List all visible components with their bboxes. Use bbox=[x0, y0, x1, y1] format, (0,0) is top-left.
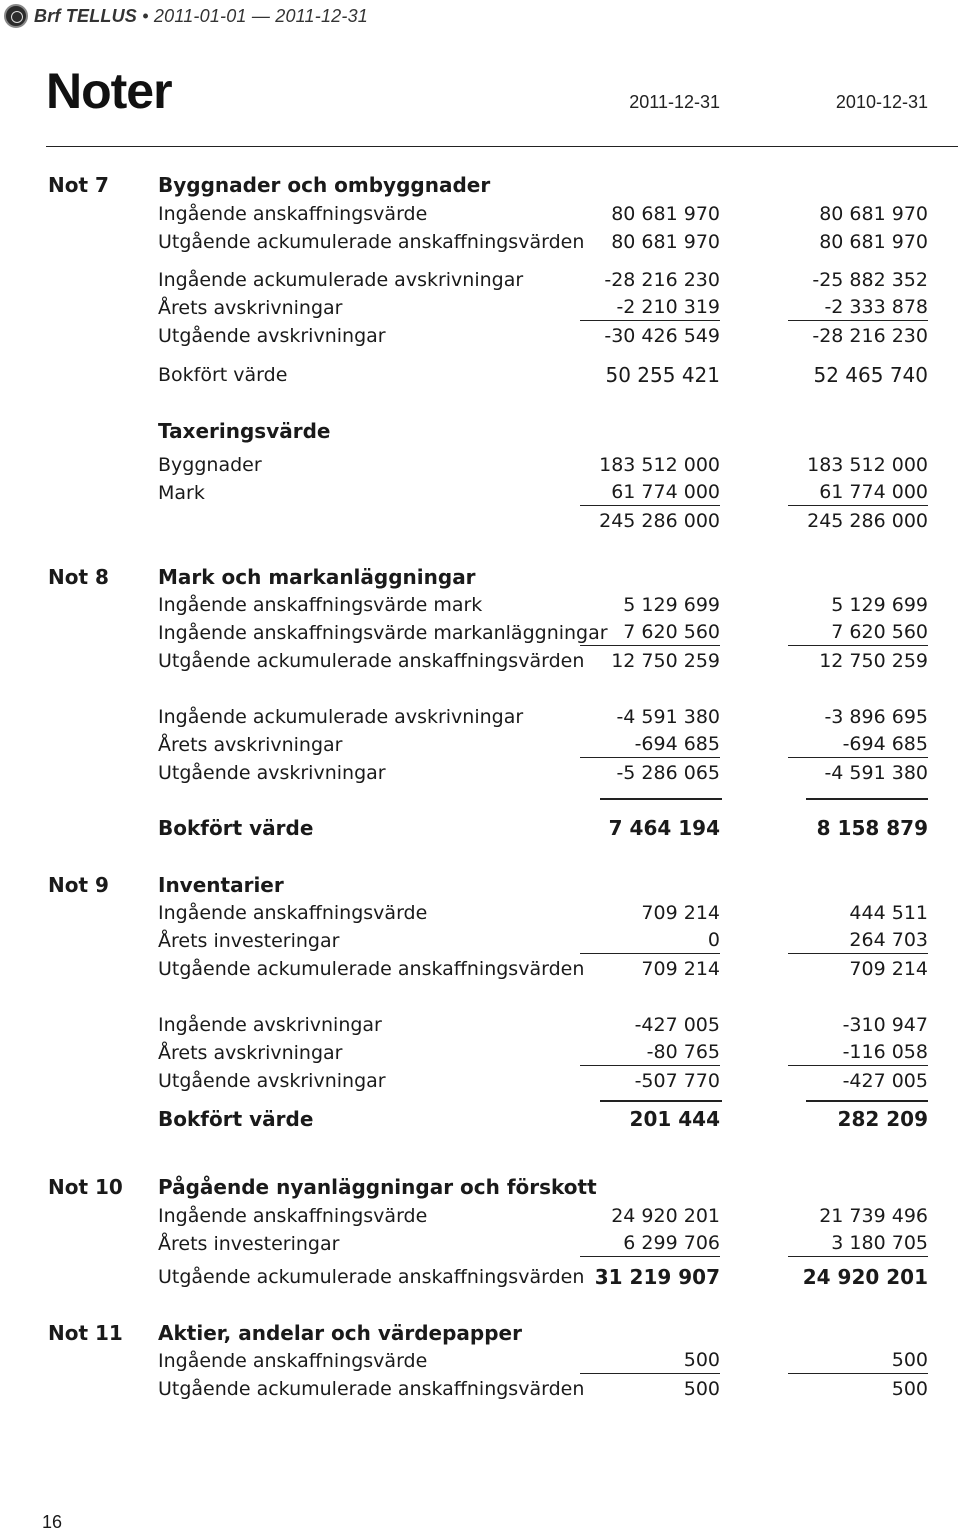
note-7-heading bbox=[0, 172, 960, 198]
note-11-heading bbox=[0, 1320, 960, 1346]
table-row: Ingående anskaffningsvärde 500 500 bbox=[158, 1349, 928, 1372]
table-row: Årets avskrivningar -694 685 -694 685 bbox=[158, 733, 928, 756]
note-label: Not 8 bbox=[48, 565, 109, 589]
table-row: Mark 61 774 000 61 774 000 bbox=[158, 481, 928, 504]
note-label: Not 9 bbox=[48, 873, 109, 897]
table-row: Utgående ackumulerade anskaffningsvärden 12 750 259 12 750 259 bbox=[158, 650, 928, 672]
column-header-2010: 2010-12-31 bbox=[835, 92, 928, 112]
table-row: Årets avskrivningar -80 765 -116 058 bbox=[158, 1041, 928, 1064]
table-row-total: Bokfört värde 201 444 282 209 bbox=[158, 1107, 928, 1131]
note-9-heading bbox=[0, 872, 960, 898]
header-org: Brf TELLUS bbox=[34, 5, 137, 26]
note-label: Not 7 bbox=[48, 173, 109, 197]
page-number: 16 bbox=[42, 1512, 63, 1532]
table-row: Utgående avskrivningar -507 770 -427 005 bbox=[158, 1070, 928, 1092]
table-row: Ingående anskaffningsvärde mark 5 129 699 5 129 699 bbox=[158, 594, 928, 616]
association-logo-icon bbox=[4, 4, 28, 28]
subsection-heading: Taxeringsvärde bbox=[158, 419, 331, 443]
table-row: Utgående avskrivningar -30 426 549 -28 216 230 bbox=[158, 325, 928, 347]
note-label: Not 11 bbox=[48, 1321, 123, 1345]
sum-rule bbox=[806, 1100, 928, 1102]
note-title: Inventarier bbox=[158, 873, 284, 897]
table-row: Ingående anskaffningsvärde 80 681 970 80 681 970 bbox=[158, 203, 928, 225]
document-header bbox=[4, 4, 368, 28]
table-row: Byggnader 183 512 000 183 512 000 bbox=[158, 454, 928, 476]
note-label: Not 10 bbox=[48, 1175, 123, 1199]
page-title: Noter bbox=[46, 63, 172, 119]
table-row-total: Bokfört värde 50 255 421 52 465 740 bbox=[158, 363, 928, 387]
table-row: Utgående avskrivningar -5 286 065 -4 591 380 bbox=[158, 762, 928, 784]
table-row: Utgående ackumulerade anskaffningsvärden 709 214 709 214 bbox=[158, 958, 928, 980]
table-row-total: 245 286 000 245 286 000 bbox=[599, 510, 928, 532]
sum-rule bbox=[806, 798, 928, 800]
table-row: Årets investeringar 6 299 706 3 180 705 bbox=[158, 1232, 928, 1255]
table-row: Ingående ackumulerade avskrivningar -28 216 230 -25 882 352 bbox=[158, 269, 928, 291]
table-row: Ingående anskaffningsvärde markanläggningar 7 620 560 7 620 560 bbox=[158, 621, 928, 644]
note-10-heading bbox=[0, 1174, 960, 1200]
note-title: Aktier, andelar och värdepapper bbox=[158, 1321, 522, 1345]
table-row: Ingående ackumulerade avskrivningar -4 591 380 -3 896 695 bbox=[158, 706, 928, 728]
header-text: Brf TELLUS • 2011-01-01 — 2011-12-31 bbox=[34, 5, 368, 26]
table-row: Årets investeringar 0 264 703 bbox=[158, 929, 928, 952]
table-row: Utgående ackumulerade anskaffningsvärden 500 500 bbox=[158, 1378, 928, 1400]
note-8-heading bbox=[0, 564, 960, 590]
sum-rule bbox=[600, 798, 722, 800]
table-row: Årets avskrivningar -2 210 319 -2 333 878 bbox=[158, 296, 928, 319]
note-title: Pågående nyanläggningar och förskott bbox=[158, 1175, 597, 1199]
table-row: Ingående avskrivningar -427 005 -310 947 bbox=[158, 1014, 928, 1036]
note-title: Byggnader och ombyggnader bbox=[158, 173, 491, 197]
column-header-2011: 2011-12-31 bbox=[629, 92, 720, 112]
table-row: Utgående ackumulerade anskaffningsvärden 80 681 970 80 681 970 bbox=[158, 231, 928, 253]
note-title: Mark och markanläggningar bbox=[158, 565, 476, 589]
table-row: Ingående anskaffningsvärde 24 920 201 21 739 496 bbox=[158, 1205, 928, 1227]
title-divider bbox=[46, 146, 958, 147]
header-period: 2011-01-01 — 2011-12-31 bbox=[153, 5, 368, 26]
table-row-total: Utgående ackumulerade anskaffningsvärden 31 219 907 24 920 201 bbox=[158, 1265, 928, 1289]
table-row: Ingående anskaffningsvärde 709 214 444 511 bbox=[158, 902, 928, 924]
table-row-total: Bokfört värde 7 464 194 8 158 879 bbox=[158, 816, 928, 840]
sum-rule bbox=[600, 1100, 722, 1102]
